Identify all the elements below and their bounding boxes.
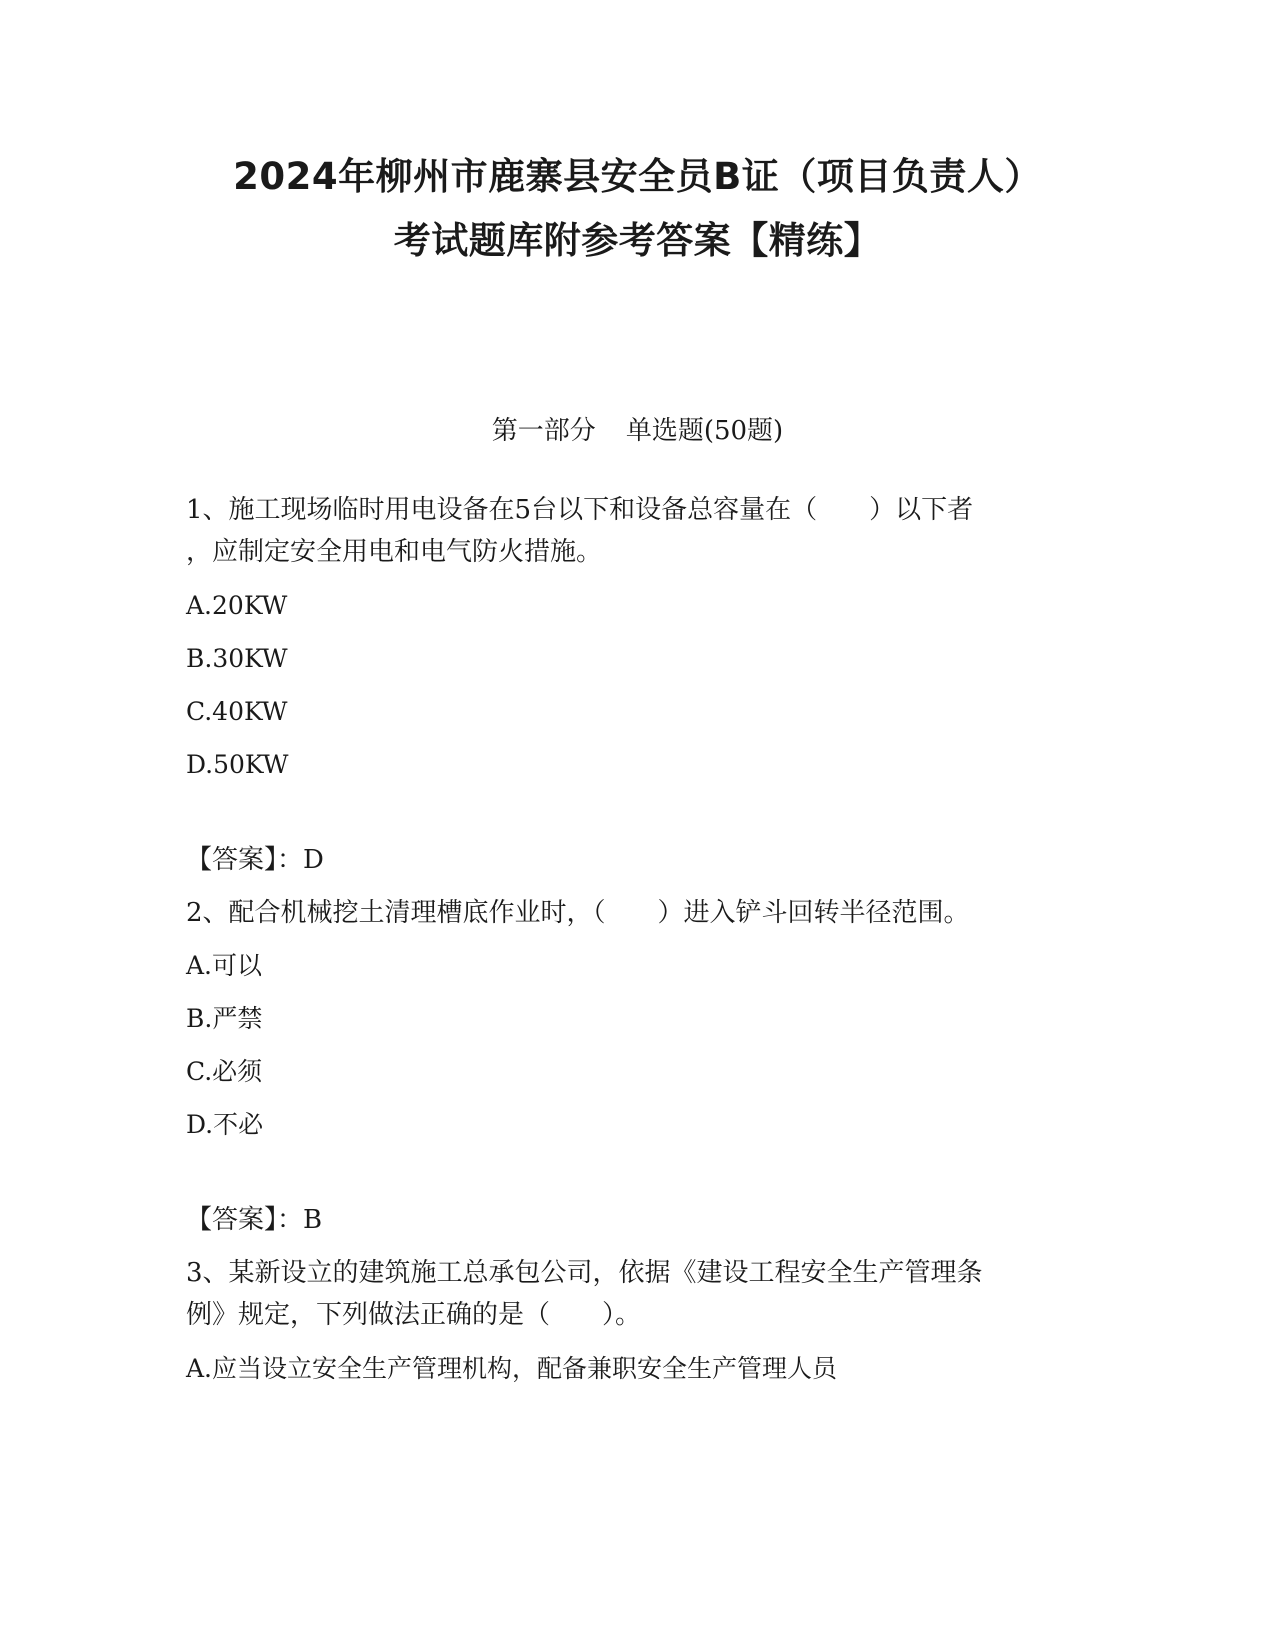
question-1-answer	[186, 847, 324, 873]
answer-label: 【答案】：	[186, 1205, 304, 1235]
question-2-stem-line-1: 2、配合机械挖土清理槽底作业时，（ ）进入铲斗回转半径范围。	[186, 898, 970, 928]
answer-label: 【答案】：	[186, 845, 304, 875]
section-name: 单选题(50题)	[625, 416, 784, 446]
question-1-stem-line-1: 1、施工现场临时用电设备在5台以下和设备总容量在（ ）以下者	[186, 495, 974, 525]
document-title-line-1: 2024年柳州市鹿寨县安全员B证（项目负责人）	[233, 155, 1042, 198]
question-1-option-c: C.40KW	[186, 697, 288, 726]
question-2-option-a: A.可以	[186, 951, 263, 980]
section-part: 第一部分	[491, 416, 596, 446]
answer-value: B	[303, 1205, 323, 1235]
answer-value: D	[303, 845, 324, 875]
question-2-answer	[186, 1207, 322, 1233]
section-heading	[0, 418, 1275, 444]
question-2-option-c: C.必须	[186, 1057, 263, 1086]
question-2-option-b: B.严禁	[186, 1004, 263, 1033]
question-1-option-a: A.20KW	[186, 591, 288, 620]
question-1-option-b: B.30KW	[186, 644, 288, 673]
question-3-option-a: A.应当设立安全生产管理机构，配备兼职安全生产管理人员	[186, 1354, 838, 1383]
question-3-stem-line-1: 3、某新设立的建筑施工总承包公司，依据《建设工程安全生产管理条	[186, 1258, 983, 1288]
question-3-stem-line-2: 例》规定，下列做法正确的是（ ）。	[186, 1300, 642, 1330]
document-title-line-2: 考试题库附参考答案【精练】	[393, 219, 882, 262]
question-1-stem-line-2: ，应制定安全用电和电气防火措施。	[186, 537, 603, 567]
question-1-option-d: D.50KW	[186, 750, 289, 779]
question-2-option-d: D.不必	[186, 1110, 264, 1139]
